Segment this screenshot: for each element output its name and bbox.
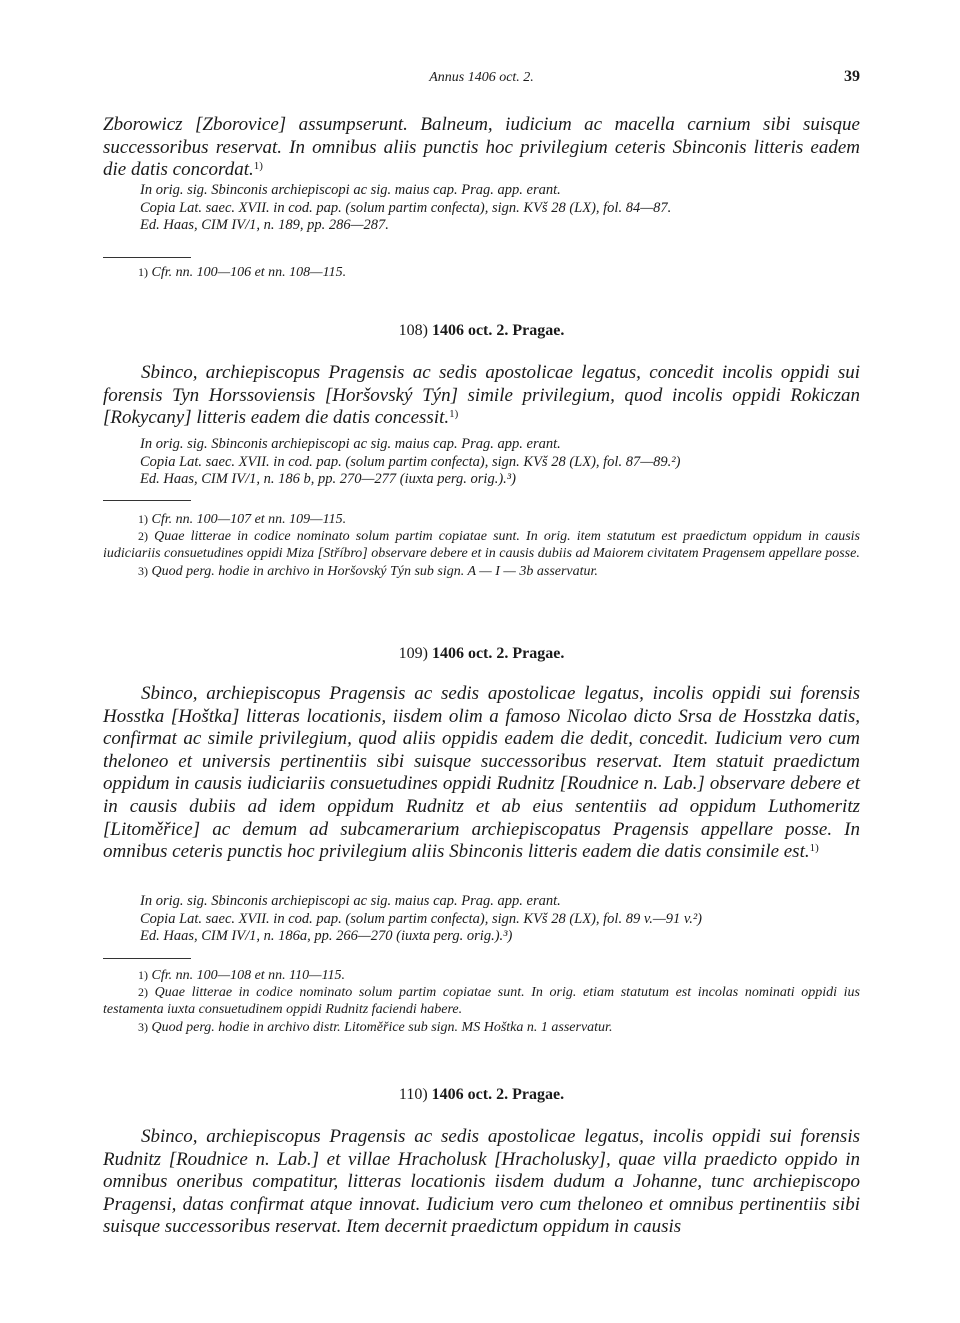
continuation-text xyxy=(103,114,860,182)
apparatus-line: Ed. Haas, CIM IV/1, n. 186 b, pp. 270—277 (iuxta perg. orig.).³) xyxy=(140,471,516,487)
apparatus-line: In orig. sig. Sbinconis archiepiscopi ac sig. maius cap. Prag. app. erant. xyxy=(140,182,561,198)
apparatus-line: In orig. sig. Sbinconis archiepiscopi ac sig. maius cap. Prag. app. erant. xyxy=(140,893,561,909)
footnote-text: Cfr. nn. 100—107 et nn. 109—115. xyxy=(151,512,347,527)
footnote-rule xyxy=(103,958,191,959)
document-body-109 xyxy=(103,683,860,864)
footnote xyxy=(103,984,860,1018)
apparatus-line: Copia Lat. saec. XVII. in cod. pap. (solum partim confecta), sign. KVš 28 (LX), fol. 89 v.—91 v.²) xyxy=(140,910,702,927)
apparatus-108 xyxy=(140,436,860,489)
footnotes-108 xyxy=(103,511,860,580)
document-number: 110) xyxy=(398,1086,428,1103)
document-number: 109) xyxy=(398,645,428,662)
footnote-text: Cfr. nn. 100—106 et nn. 108—115. xyxy=(151,265,347,280)
footnote-number: 1) xyxy=(138,512,148,526)
document-heading-109 xyxy=(103,645,860,663)
document-date: 1406 oct. 2. Pragae. xyxy=(431,1086,565,1103)
footnote-rule xyxy=(103,257,191,258)
regest-text: Sbinco, archiepiscopus Pragensis ac sedis apostolicae legatus, incolis oppidi sui forensis Rudnitz [Roudnice n. Lab.] et villae Hracholusk [Hracholusky], quae villa praedicto oppido in omnibus oneribus compatitur, litteras locationis iisdem dudum a Johanne, tunc archiepiscopo Pragensi, datas confirmat atque innovat. Iudicium vero cum theloneo et omnibus pertinentiis sibi suisque successoribus reservat. Item decernit praedictum oppidum in causis xyxy=(103,1126,860,1238)
footnote-text: Cfr. nn. 100—108 et nn. 110—115. xyxy=(151,968,346,983)
document-body-108 xyxy=(103,362,860,430)
footnote-number: 3) xyxy=(138,563,148,578)
footnotes-109 xyxy=(103,967,860,1036)
apparatus-line: In orig. sig. Sbinconis archiepiscopi ac sig. maius cap. Prag. app. erant. xyxy=(140,436,561,452)
page-number: 39 xyxy=(844,68,860,85)
continuation-footnotes xyxy=(103,264,860,281)
footnote xyxy=(103,1019,860,1036)
apparatus-line: Ed. Haas, CIM IV/1, n. 186a, pp. 266—270 (iuxta perg. orig.).³) xyxy=(140,928,513,944)
page-header xyxy=(103,68,860,90)
footnote-number: 2) xyxy=(138,529,148,544)
footnote-text: Quod perg. hodie in archivo distr. Litoměřice sub sign. MS Hoštka n. 1 asservatur. xyxy=(151,1019,613,1035)
footnote-number: 2) xyxy=(138,985,148,1000)
footnote-rule xyxy=(103,500,191,501)
footnote xyxy=(103,264,860,281)
document-number: 108) xyxy=(398,322,428,339)
regest-text: Sbinco, archiepiscopus Pragensis ac sedis apostolicae legatus, incolis oppidi sui forensis Hosstka [Hoštka] litteras locationis, iisdem olim a famoso Nicolao dicto Srsa de Hosstzka datis, confirmat ac simile privilegium, quod aliis oppidis eadem die dedit, concedit. Iudicium vero cum theloneo et universis pertinentiis sibi suisque successoribus reservat. Item statuit praedictum oppidum in causis iudiciariis consuetudines oppidi Rudnitz [Roudnice n. Lab.] observare debere et in causis dubiis ad idem oppidum Rudnitz et ab eius sententiis ad oppidum Luthomeritz [Litoměřice] ac demum ad subcamerarium archiepiscopatus Pragensis appellare posse. In omnibus ceteris punctis hoc privilegium aliis Sbinconis litteris eadem die datis consimile est. xyxy=(103,683,860,863)
footnote-number: 1) xyxy=(138,265,148,279)
footnote xyxy=(103,511,860,528)
footnote-text: Quod perg. hodie in archivo in Horšovský Týn sub sign. A — I — 3b asservatur. xyxy=(151,563,598,579)
footnote xyxy=(103,967,860,984)
apparatus-line: Copia Lat. saec. XVII. in cod. pap. (solum partim confecta), sign. KVš 28 (LX), fol. 87—89.²) xyxy=(140,453,681,470)
document-date: 1406 oct. 2. Pragae. xyxy=(431,322,565,339)
footnote-number: 1) xyxy=(138,968,148,982)
continuation-apparatus xyxy=(140,182,860,235)
document-date: 1406 oct. 2. Pragae. xyxy=(431,645,565,662)
apparatus-line: Ed. Haas, CIM IV/1, n. 189, pp. 286—287. xyxy=(140,217,389,233)
regest-text: Sbinco, archiepiscopus Pragensis ac sedis apostolicae legatus, concedit incolis oppidi sui forensis Tyn Horssoviensis [Horšovský Týn] simile privilegium, quod incolis oppidi Rokiczan [Rokycany] litteris eadem die datis concessit. xyxy=(103,362,860,429)
footnote-ref: 1) xyxy=(253,160,263,173)
running-head: Annus 1406 oct. 2. xyxy=(429,70,534,85)
footnote-number: 3) xyxy=(138,1019,148,1034)
footnote-ref: 1) xyxy=(449,408,459,421)
footnote-text: Quae litterae in codice nominato solum partim copiatae sunt. In orig. item statutum est praedictum oppidum in causis iudiciariis consuetudines oppidi Miza [Stříbro] observare debere et in causis dubiis ad Maiorem civitatem Pragensem appellare posse. xyxy=(103,529,860,562)
footnote xyxy=(103,563,860,580)
apparatus-line: Copia Lat. saec. XVII. in cod. pap. (solum partim confecta), sign. KVš 28 (LX), fol. 84—87. xyxy=(140,199,672,216)
footnote xyxy=(103,528,860,562)
footnote-text: Quae litterae in codice nominato solum partim copiatae sunt. In orig. etiam statutum est incolas nominati oppidi ius testamenta iuxta consuetudinem oppidi Rudnitz faciendi habere. xyxy=(103,985,861,1018)
document-heading-108 xyxy=(103,322,860,340)
document-heading-110 xyxy=(103,1086,860,1104)
document-body-110 xyxy=(103,1126,860,1239)
apparatus-109 xyxy=(140,893,860,946)
continuation-body: Zborowicz [Zborovice] assumpserunt. Balneum, iudicium ac macella carnium sibi suisque successoribus reservat. In omnibus aliis punctis hoc privilegium ceteris Sbinconis litteris eadem die datis concordat. xyxy=(103,114,860,181)
footnote-ref: 1) xyxy=(809,842,819,855)
